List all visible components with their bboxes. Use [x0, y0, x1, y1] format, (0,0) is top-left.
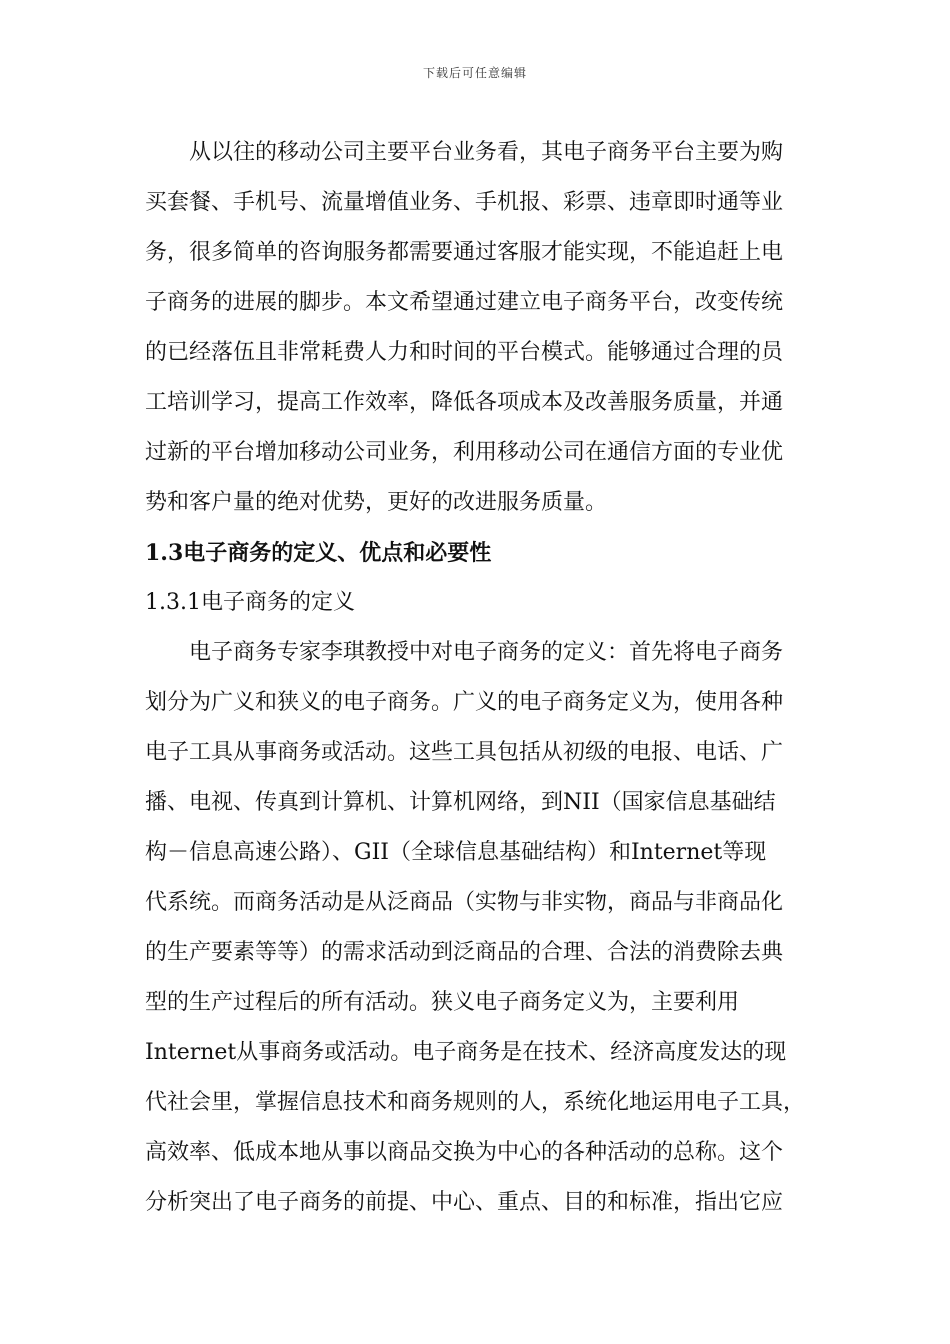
paragraph-line: 代社会里，掌握信息技术和商务规则的人，系统化地运用电子工具，: [145, 1090, 805, 1115]
paragraph-line: 电子工具从事商务或活动。这些工具包括从初级的电报、电话、广: [145, 740, 784, 765]
paragraph-line: 划分为广义和狭义的电子商务。广义的电子商务定义为，使用各种: [145, 690, 784, 715]
paragraph-line: 子商务的进展的脚步。本文希望通过建立电子商务平台，改变传统: [145, 290, 784, 315]
paragraph-line: 构－信息高速公路）、GII（全球信息基础结构）和Internet等现: [145, 840, 767, 865]
subsection-heading: 1.3.1电子商务的定义: [145, 590, 355, 615]
paragraph-line: 分析突出了电子商务的前提、中心、重点、目的和标准，指出它应: [145, 1190, 784, 1215]
paragraph-line: 高效率、低成本地从事以商品交换为中心的各种活动的总称。这个: [145, 1140, 784, 1165]
header-note: 下载后可任意编辑: [422, 66, 527, 80]
section-heading: 1.3电子商务的定义、优点和必要性: [145, 540, 492, 566]
paragraph-line: 的生产要素等等）的需求活动到泛商品的合理、合法的消费除去典: [145, 940, 784, 965]
paragraph-line: 播、电视、传真到计算机、计算机网络，到NII（国家信息基础结: [145, 790, 776, 815]
paragraph-line: 电子商务专家李琪教授中对电子商务的定义：首先将电子商务: [189, 640, 784, 665]
paragraph-line: Internet从事商务或活动。电子商务是在技术、经济高度发达的现: [145, 1040, 787, 1065]
document-body: [145, 128, 805, 1228]
paragraph-line: 的已经落伍且非常耗费人力和时间的平台模式。能够通过合理的员: [145, 340, 784, 365]
paragraph-line: 买套餐、手机号、流量增值业务、手机报、彩票、违章即时通等业: [145, 190, 784, 215]
paragraph-line: 代系统。而商务活动是从泛商品（实物与非实物，商品与非商品化: [145, 890, 784, 915]
paragraph-line: 从以往的移动公司主要平台业务看，其电子商务平台主要为购: [189, 140, 784, 165]
paragraph-line: 势和客户量的绝对优势，更好的改进服务质量。: [145, 490, 608, 515]
paragraph-line: 过新的平台增加移动公司业务，利用移动公司在通信方面的专业优: [145, 440, 784, 465]
paragraph-line: 务，很多简单的咨询服务都需要通过客服才能实现，不能追赶上电: [145, 240, 784, 265]
paragraph-line: 型的生产过程后的所有活动。狭义电子商务定义为，主要利用: [145, 990, 740, 1015]
paragraph-line: 工培训学习，提高工作效率，降低各项成本及改善服务质量，并通: [145, 390, 784, 415]
